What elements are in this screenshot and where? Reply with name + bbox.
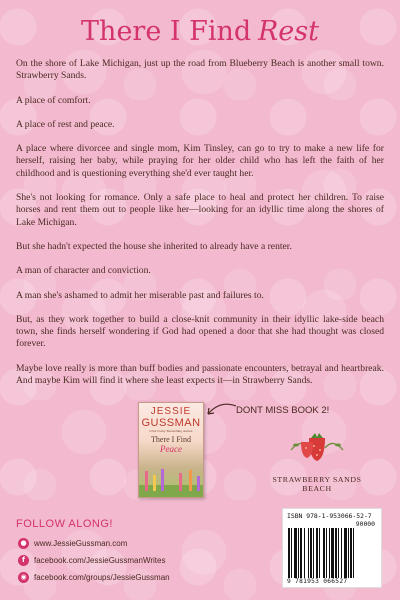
flowers-illustration (139, 467, 204, 497)
price-code: 90000 (355, 520, 375, 528)
blurb-paragraph: On the shore of Lake Michigan, just up the road from Blueberry Beach is another small town. Strawberry Sands. (16, 58, 384, 82)
barcode-digits: 9 781953 066527 (287, 578, 348, 585)
facebook-page-link[interactable] (18, 555, 165, 566)
website-link[interactable] (18, 538, 127, 549)
blurb-paragraph: A man she's ashamed to admit her miserable past and failures to. (16, 289, 264, 301)
group-icon: ◉ (18, 572, 29, 583)
facebook-page-text: facebook.com/JessieGussmanWrites (34, 556, 166, 565)
blurb-paragraph: But she hadn't expected the house she inherited to already have a renter. (16, 240, 292, 252)
book-author-first: JESSIE (150, 406, 192, 417)
blurb-paragraph: A place of comfort. (16, 94, 91, 106)
blurb-paragraph: But, as they work together to build a close-knit community in their idyllic lake-side beach town, she finds herself wondering if God had opened a door that she had thought was closed forever. (16, 313, 384, 350)
book-2-cover-thumbnail (138, 402, 204, 498)
facebook-icon: f (18, 555, 29, 566)
back-cover-title (0, 16, 400, 47)
book-title-line-1: There I Find (151, 435, 191, 444)
book-title-line-2: Peace (160, 444, 182, 454)
follow-heading: FOLLOW ALONG! (16, 518, 113, 530)
strawberry-icon (287, 428, 347, 464)
globe-icon: ● (18, 538, 29, 549)
book-tagline: USA Today Bestselling Author (149, 429, 193, 433)
blurb-paragraph: A man of character and conviction. (16, 265, 151, 277)
dont-miss-label: DONT MISS BOOK 2! (236, 405, 330, 416)
title-script-word: Rest (257, 16, 319, 47)
blurb-paragraph: A place where divorcee and single mom, Kim Tinsley, can go to try to make a new life for herself, raising her baby, while praying for her older child who has left the faith of her childhood and is questioning everything she'd ever taught her. (16, 143, 384, 179)
blurb-paragraph: A place of rest and peace. (16, 118, 115, 130)
book-author-last: GUSSMAN (141, 417, 201, 429)
facebook-group-text: facebook.com/groups/JessieGussman (34, 573, 170, 582)
series-logo (258, 428, 376, 500)
title-main: There I Find (81, 16, 252, 47)
facebook-group-link[interactable] (18, 572, 170, 583)
website-text: www.JessieGussman.com (34, 539, 128, 548)
isbn-text: ISBN 978-1-953066-52-7 (287, 512, 372, 520)
curved-arrow-icon (200, 398, 240, 428)
blurb-paragraph: Maybe love really is more than buff bodies and passionate encounters, betrayal and heartbreak. And maybe Kim will find it where she least expects it—in Strawberry Sands. (16, 362, 384, 387)
book-blurb (16, 58, 384, 399)
barcode-bars (287, 528, 379, 578)
series-name: STRAWBERRY SANDS BEACH (272, 475, 362, 493)
blurb-paragraph: She's not looking for romance. Only a safe place to heal and protect her children. To raise horses and rent them out to people like her—looking for an idyllic time along the shores of Lake Michigan. (16, 192, 384, 228)
isbn-barcode (282, 508, 382, 588)
